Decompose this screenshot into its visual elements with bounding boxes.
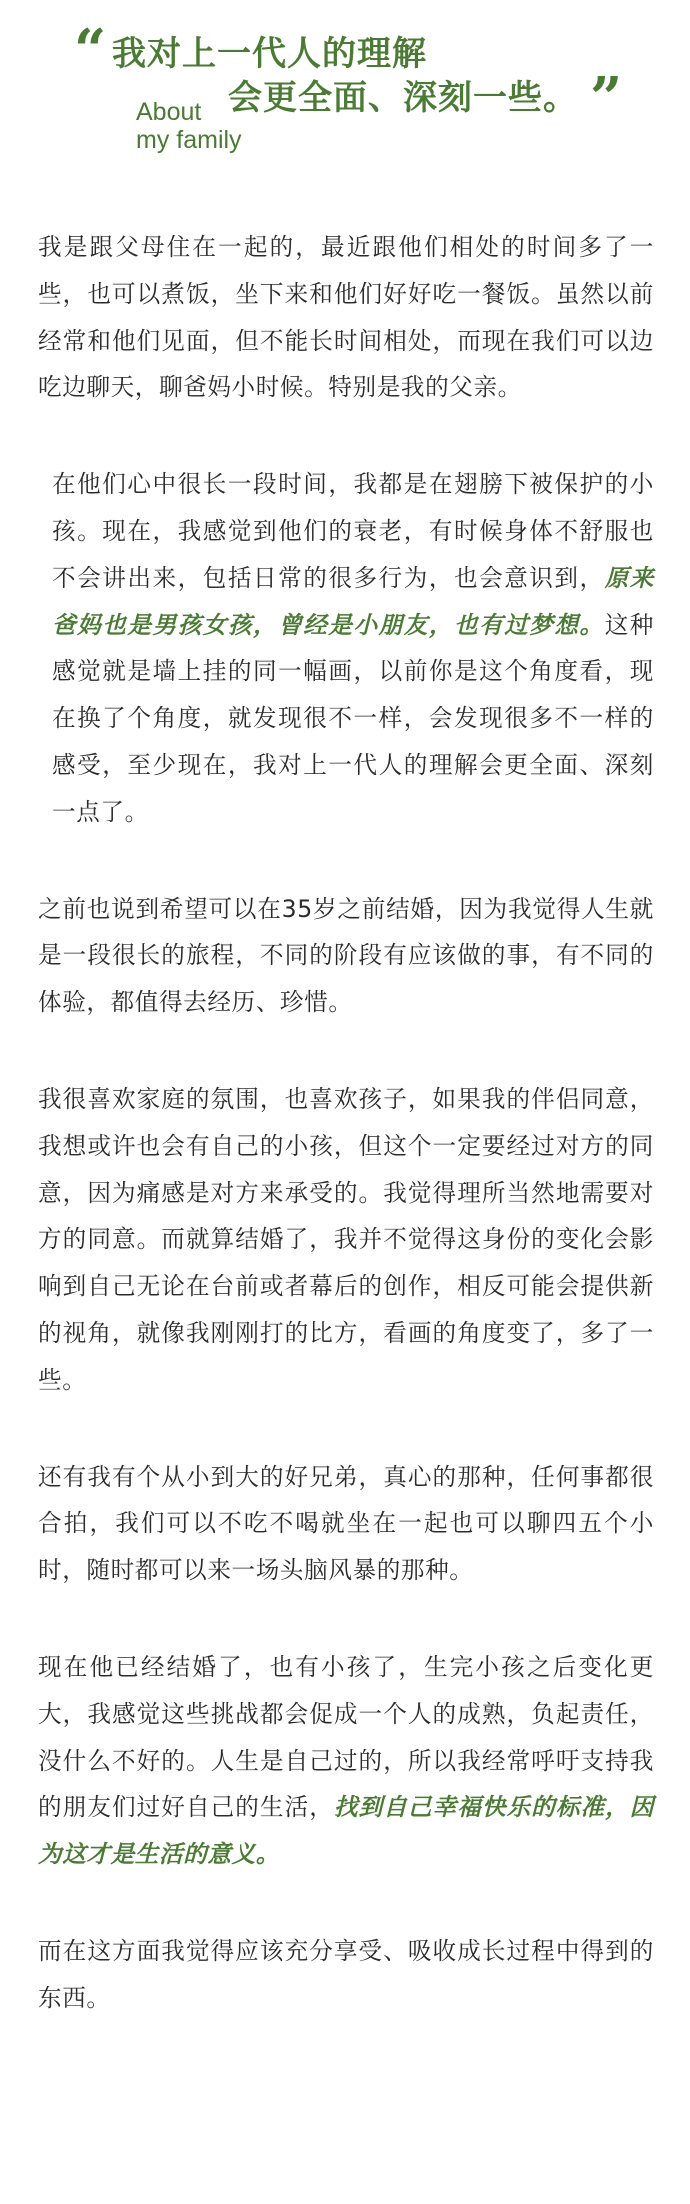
section-label-line-1: About	[136, 98, 202, 126]
paragraph-6-text: 现在他已经结婚了，也有小孩了，生完小孩之后变化更大，我感觉这些挑战都会促成一个人的成熟，负起责任，没什么不好的。人生是自己过的，所以我经常呼吁支持我的朋友们过好自己的生活，	[38, 1652, 654, 1822]
paragraph-2-highlight: 原来爸妈也是男孩女孩，曾经是小朋友，也有过梦想。	[52, 563, 655, 639]
open-quote-mark: “	[74, 17, 107, 83]
paragraph-3: 之前也说到希望可以在35岁之前结婚，因为我觉得人生就是一段很长的旅程，不同的阶段有应该做的事，有不同的体验，都值得去经历、珍惜。	[38, 894, 654, 1017]
article-header	[0, 0, 690, 170]
paragraph-5: 还有我有个从小到大的好兄弟，真心的那种，任何事都很合拍，我们可以不吃不喝就坐在一起也可以聊四五个小时，随时都可以来一场头脑风暴的那种。	[38, 1462, 654, 1585]
section-label-line-2: my family	[136, 126, 242, 154]
title-line-1: 我对上一代人的理解	[112, 34, 427, 74]
paragraph-7: 而在这方面我觉得应该充分享受、吸收成长过程中得到的东西。	[38, 1936, 654, 2012]
paragraph-2-text-a: 在他们心中很长一段时间，我都是在翅膀下被保护的小孩。现在，我感觉到他们的衰老，有时候身体不舒服也不会讲出来，包括日常的很多行为，也会意识到，	[52, 470, 654, 592]
article-body	[38, 224, 654, 2072]
paragraph-6	[38, 1644, 654, 1878]
paragraph-2	[38, 461, 654, 835]
paragraph-2-text-b: 这种感觉就是墙上挂的同一幅画，以前你是这个角度看，现在换了个角度，就发现很不一样，会发现很多不一样的感受，至少现在，我对上一代人的理解会更全面、深刻一点了。	[52, 610, 655, 826]
paragraph-1: 我是跟父母住在一起的，最近跟他们相处的时间多了一些，也可以煮饭，坐下来和他们好好吃一餐饭。虽然以前经常和他们见面，但不能长时间相处，而现在我们可以边吃边聊天，聊爸妈小时候。特别是我的父亲。	[38, 233, 654, 402]
paragraph-4: 我很喜欢家庭的氛围，也喜欢孩子，如果我的伴侣同意，我想或许也会有自己的小孩，但这个一定要经过对方的同意，因为痛感是对方来承受的。我觉得理所当然地需要对方的同意。而就算结婚了，我并不觉得这身份的变化会影响到自己无论在台前或者幕后的创作，相反可能会提供新的视角，就像我刚刚打的比方，看画的角度变了，多了一些。	[38, 1084, 654, 1394]
close-quote-mark: ”	[590, 65, 623, 131]
paragraph-6-highlight: 找到自己幸福快乐的标准，因为这才是生活的意义。	[38, 1793, 654, 1869]
title-line-2: 会更全面、深刻一些。	[228, 78, 578, 118]
